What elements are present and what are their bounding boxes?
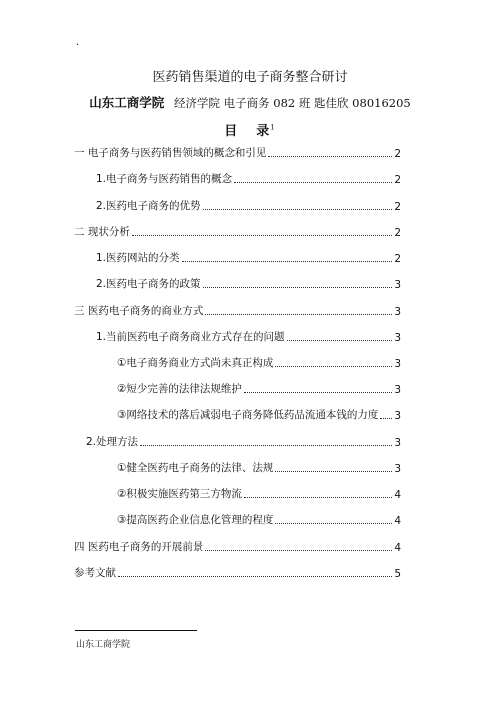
toc-entry[interactable] [117,380,401,396]
toc-entry-label: 2.医药电子商务的政策 [96,278,201,290]
toc-entry[interactable] [74,302,401,318]
toc-entry-page: 4 [394,489,401,501]
toc-leader [287,340,393,341]
toc-entry[interactable] [74,223,401,239]
toc-entry-page: 2 [394,227,401,239]
toc-heading [0,120,500,139]
toc-entry[interactable] [74,564,401,580]
toc-entry[interactable] [74,144,401,160]
toc-entry[interactable] [96,249,401,265]
toc-leader [118,576,392,577]
toc-entry[interactable] [117,354,401,370]
toc-leader [203,209,393,210]
toc-entry-page: 3 [394,279,401,291]
toc-entry[interactable] [117,406,401,422]
author-line [0,93,500,111]
toc-entry-page: 2 [394,148,401,160]
toc-entry-page: 3 [394,384,401,396]
toc-entry-label: 2.医药电子商务的优势 [96,200,201,212]
toc-entry[interactable] [117,485,401,501]
toc-leader [275,366,392,367]
toc-entry-label: ②短少完善的法律法规维护 [117,383,242,395]
toc-heading-right: 录 [256,124,271,139]
toc-entry-page: 3 [394,358,401,370]
author-school: 山东工商学院 [89,95,165,110]
toc-entry-label: 1.医药网站的分类 [96,252,180,264]
toc-heading-left: 目 [224,124,239,139]
toc-entry-label: 2.处理方法 [86,436,139,448]
toc-leader [244,497,392,498]
toc-entry-page: 3 [394,410,401,422]
toc-entry-label: 二 现状分析 [74,226,130,238]
toc-entry[interactable] [117,459,401,475]
toc-entry[interactable] [96,197,401,213]
toc-entry-label: 1.电子商务与医药销售的概念 [96,173,233,185]
toc-entry-label: ③网络技术的落后减弱电子商务降低药品流通本钱的力度 [117,409,379,421]
toc-leader [380,418,392,419]
toc-leader [244,392,392,393]
toc-entry-label: 一 电子商务与医药销售领域的概念和引见 [74,147,267,159]
toc-entry[interactable] [117,511,401,527]
toc-leader [275,471,392,472]
toc-leader [132,235,392,236]
footnote-text: 山东工商学院 [76,640,131,650]
toc-entry-page: 3 [394,437,401,449]
toc-entry-page: 5 [394,568,401,580]
toc-entry[interactable] [86,433,401,449]
toc-entry-label: ①健全医药电子商务的法律、法规 [117,462,274,474]
toc-entry-label: ①电子商务商业方式尚未真正构成 [117,357,274,369]
toc-leader [275,523,392,524]
toc-entry-label: ③提高医药企业信息化管理的程度 [117,514,274,526]
toc-entry-label: 1.当前医药电子商务商业方式存在的问题 [96,331,285,343]
toc-leader [268,156,392,157]
toc-entry-page: 2 [394,174,401,186]
toc-entry-label: ②积极实施医药第三方物流 [117,488,242,500]
toc-entry-label: 四 医药电子商务的开展前景 [74,541,204,553]
toc-entry[interactable] [74,538,401,554]
toc-entry-page: 3 [394,306,401,318]
toc-entry[interactable] [96,275,401,291]
toc-leader [140,445,392,446]
document-title: 医药销售渠道的电子商务整合研讨 [152,70,348,85]
toc-entry-page: 4 [394,515,401,527]
toc-leader [234,182,392,183]
header-mark: · [76,40,80,51]
toc-entry-page: 2 [394,253,401,265]
toc-leader [203,287,393,288]
author-details: 经济学院 电子商务 082 班 匙佳欣 08016205 [173,96,411,110]
toc-entry[interactable] [96,328,401,344]
toc-leader [182,261,393,262]
toc-leader [205,314,392,315]
toc-entry[interactable] [96,170,401,186]
toc-leader [205,550,392,551]
toc-footnote-marker: 1 [270,123,276,132]
toc-entry-page: 3 [394,332,401,344]
toc-entry-label: 三 医药电子商务的商业方式 [74,305,204,317]
toc-entry-page: 3 [394,463,401,475]
footnote-rule [75,630,197,631]
toc-entry-page: 2 [394,201,401,213]
toc-entry-page: 4 [394,542,401,554]
toc-entry-label: 参考文献 [74,567,116,579]
